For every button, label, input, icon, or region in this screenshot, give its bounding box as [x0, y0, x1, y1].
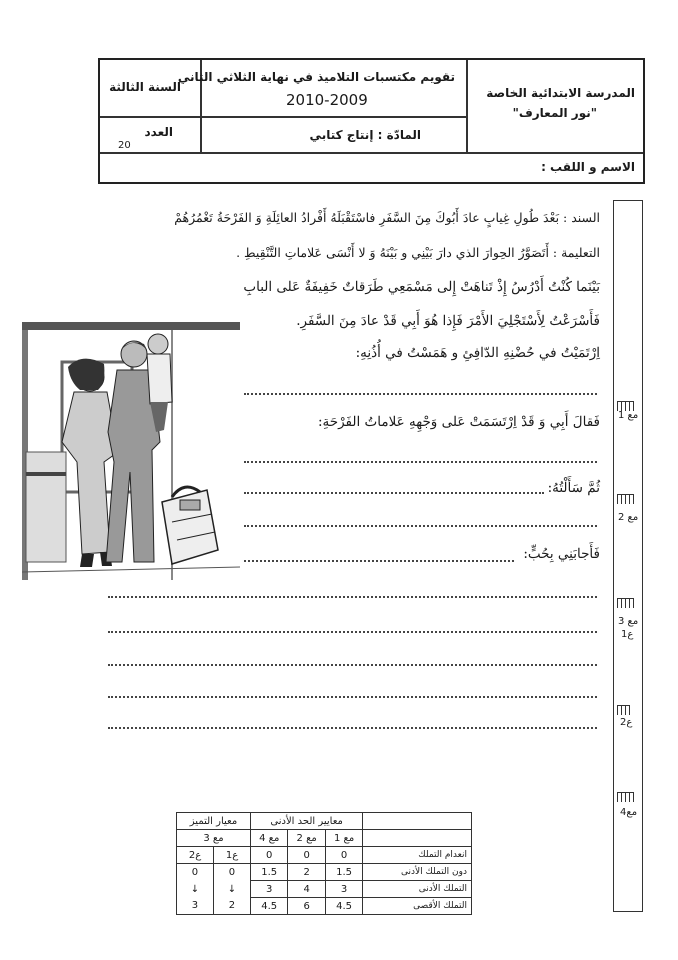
- cell: 3: [325, 881, 362, 898]
- cell: 0: [251, 847, 288, 864]
- mark-label-2: مع 2: [618, 512, 639, 523]
- mark-boxes-2: [617, 494, 633, 504]
- arrow-down-icon: ↓: [213, 881, 250, 898]
- story-line-2: فَأَسْرَعْتُ لِأَسْتَجْلِيَ الأَمْرَ فَإِذا هُوَ أَبِي قَدْ عادَ مِنَ السَّفَرِ.: [296, 313, 600, 329]
- cell: 4.5: [325, 898, 362, 915]
- answer-line[interactable]: [108, 696, 597, 698]
- row-label: دون التملك الأدنى: [363, 864, 472, 881]
- cell: 4.5: [251, 898, 288, 915]
- story-line-4: فَقالَ أَبِي وَ قَدْ اِرْتَسَمَتْ عَلى وَجْهِهِ عَلاماتُ الفَرْحَةِ:: [317, 414, 600, 430]
- cell: 0: [177, 864, 214, 881]
- marks-column: [613, 200, 643, 912]
- story-line-6: فَأَجابَنِي بِحُبٍّ:: [523, 546, 600, 562]
- mark-label-3a: مع 3: [618, 616, 639, 627]
- answer-line[interactable]: [108, 631, 597, 633]
- answer-line[interactable]: [108, 664, 597, 666]
- col-m3: مع 3: [177, 830, 251, 847]
- cell: 0: [325, 847, 362, 864]
- cell: 0: [288, 847, 325, 864]
- story-line-1: بَيْنَما كُنْتُ أَدْرُسُ إِذْ تَناهَتْ إِلى مَسْمَعِي طَرَقاتٌ خَفِيفَةٌ عَلى البابِ: [243, 279, 600, 295]
- grade-label: السنة الثالثة: [109, 80, 181, 94]
- min-criteria-header: معايير الحد الأدنى: [251, 813, 363, 830]
- answer-line[interactable]: [244, 393, 597, 395]
- row-label: انعدام التملك: [363, 847, 472, 864]
- answer-line[interactable]: [244, 525, 597, 527]
- mark-label-5: مع4: [620, 807, 638, 818]
- name-field-label: الاسم و اللقب :: [541, 160, 635, 174]
- row-label: التملك الأدنى: [363, 881, 472, 898]
- cell: 3: [251, 881, 288, 898]
- cell: 6: [288, 898, 325, 915]
- school-year: 2010-2009: [286, 91, 368, 109]
- answer-line[interactable]: [244, 461, 597, 463]
- story-line-3: اِرْتَمَيْتُ في حُضْنِهِ الدّافِئِ و هَمَسْتُ في أُذُنِهِ:: [355, 345, 600, 361]
- answer-line[interactable]: [108, 596, 597, 598]
- row-label: التملك الأقصى: [363, 898, 472, 915]
- criteria-table: [176, 812, 472, 915]
- mark-label-1: مع 1: [618, 410, 639, 421]
- cell: 0: [213, 864, 250, 881]
- exam-title: تقويم مكتسبات التلاميذ في نهاية الثلاثي الثاني: [177, 70, 455, 84]
- mark-label-4: ع2: [620, 717, 633, 728]
- mark-boxes-5: [617, 792, 633, 802]
- prompt-text: السند : بَعْدَ طُولِ غِيابٍ عادَ أَبُوكَ مِنَ السَّفَرِ فاسْتَقْبَلَهُ أَفْرادُ العائِلَةِ وَ الفَرْحَةُ تَغْمُرُهُمْ: [174, 210, 600, 225]
- cell: 2: [213, 898, 250, 915]
- mark-boxes-3: [617, 598, 633, 608]
- instruction-text: التعليمة : أَتَصَوَّرُ الحِوارَ الذي دارَ بَيْنِي و بَيْنَهُ وَ لا أَنْسَى عَلاماتِ التَّنْقِيطِ .: [236, 245, 600, 260]
- score-total: 20: [118, 140, 131, 151]
- cell: 4: [288, 881, 325, 898]
- col-m4: مع 4: [251, 830, 288, 847]
- col-m1: مع 1: [325, 830, 362, 847]
- answer-line[interactable]: [244, 492, 544, 494]
- sub-e1: ع1: [213, 847, 250, 864]
- mark-label-3b: ع1: [621, 629, 634, 640]
- school-name: المدرسة الابتدائية الخاصة: [486, 86, 635, 100]
- header-table: [98, 58, 645, 184]
- subject-label: المادّة : إنتاج كتابي: [309, 128, 421, 142]
- score-label: العدد: [144, 125, 173, 139]
- cell: 1.5: [251, 864, 288, 881]
- cell: 3: [177, 898, 214, 915]
- col-m2: مع 2: [288, 830, 325, 847]
- mark-boxes-4: [617, 705, 629, 715]
- arrow-down-icon: ↓: [177, 881, 214, 898]
- cell: 2: [288, 864, 325, 881]
- answer-line[interactable]: [108, 727, 597, 729]
- school-name-quote: "نور المعارف": [512, 106, 597, 120]
- excellence-header: معيار التميز: [177, 813, 251, 830]
- family-reunion-illustration: [22, 322, 240, 580]
- answer-line[interactable]: [244, 560, 514, 562]
- cell: 1.5: [325, 864, 362, 881]
- sub-e2: ع2: [177, 847, 214, 864]
- story-line-5: ثُمَّ سَأَلْتُهُ:: [547, 480, 600, 496]
